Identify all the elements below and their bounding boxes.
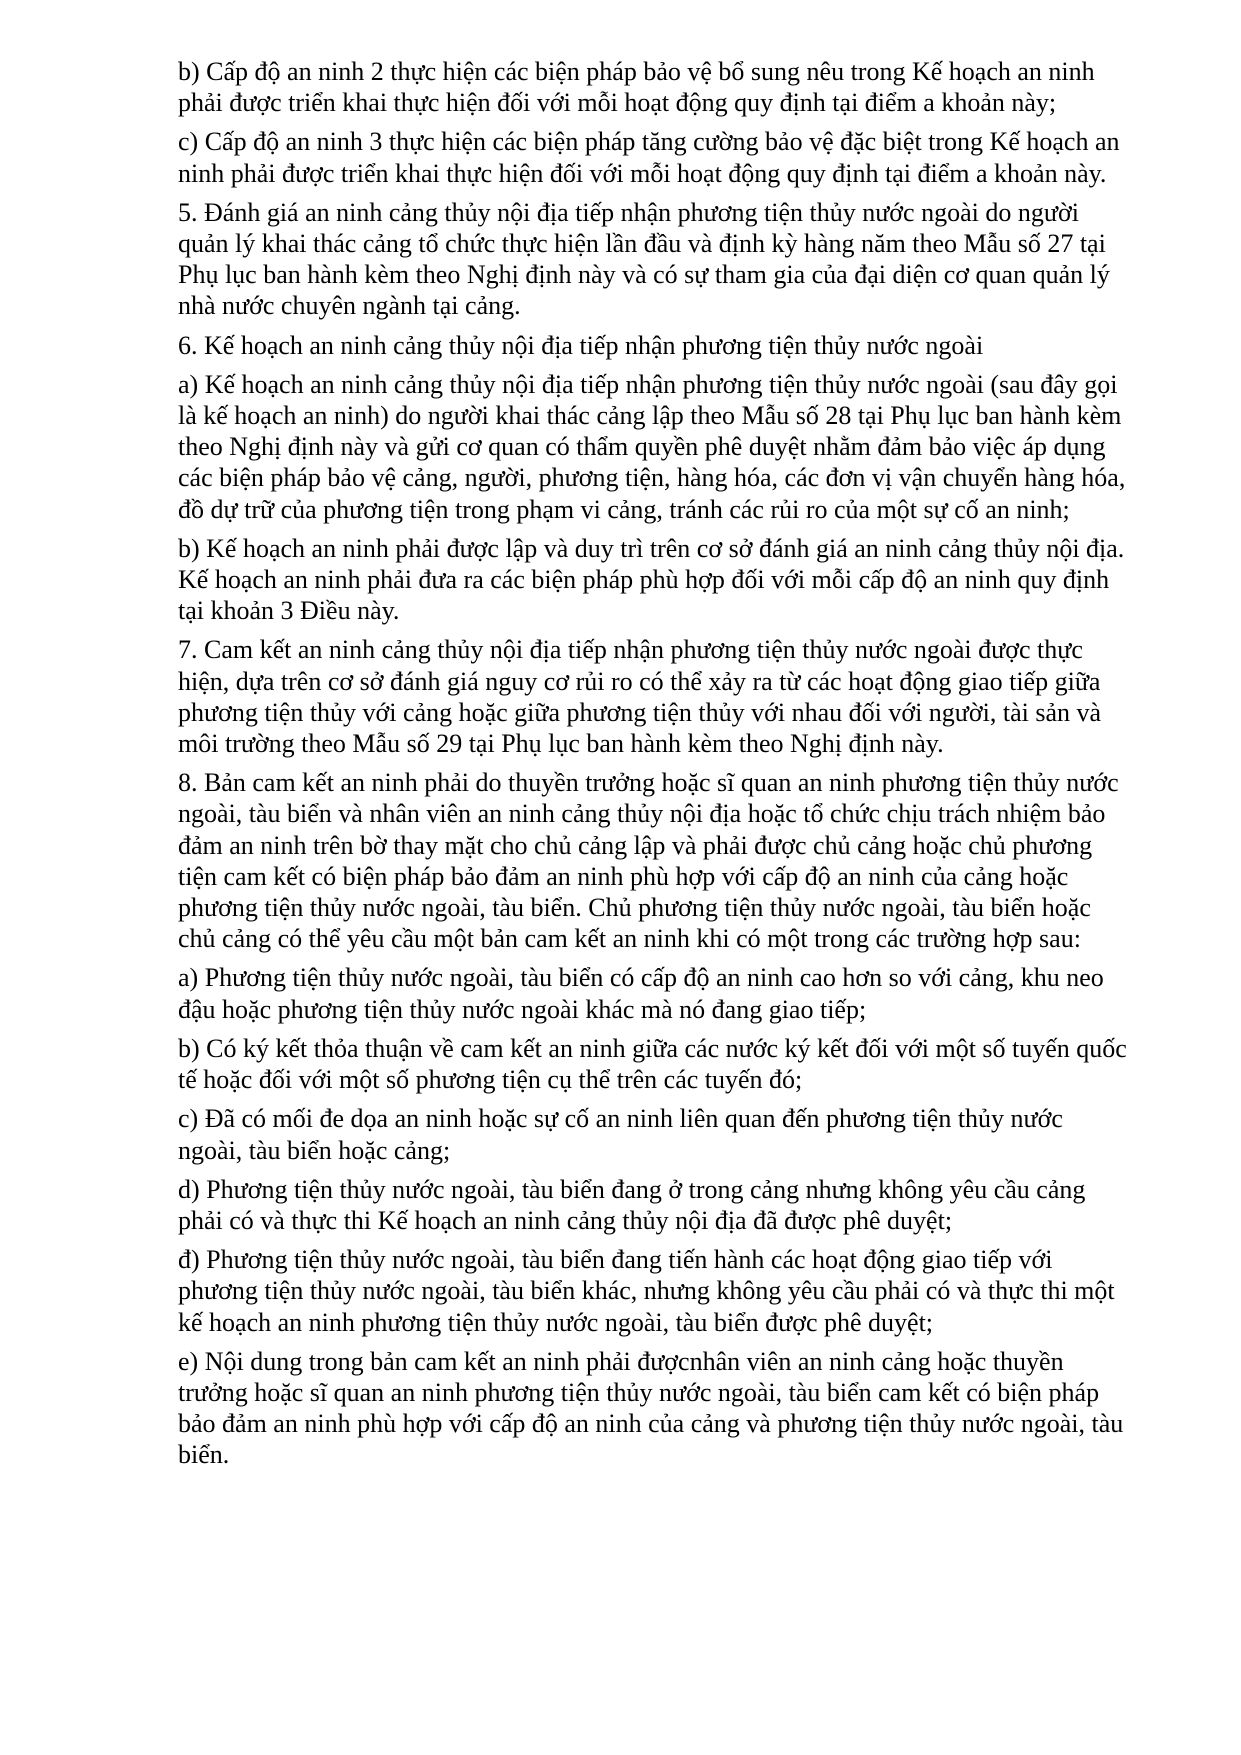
paragraph-8d: d) Phương tiện thủy nước ngoài, tàu biển đang ở trong cảng nhưng không yêu cầu cảng phải có và thực thi Kế hoạch an ninh cảng thủy nội địa đã được phê duyệt; xyxy=(178,1174,1086,1235)
document-body xyxy=(178,56,1130,1479)
paragraph-6a: a) Kế hoạch an ninh cảng thủy nội địa tiếp nhận phương tiện thủy nước ngoài (sau đây gọi là kế hoạch an ninh) do người khai thác cảng lập theo Mẫu số 28 tại Phụ lục ban hành kèm theo Nghị định này và gửi cơ quan có thẩm quyền phê duyệt nhằm đảm bảo việc áp dụng các biện pháp bảo vệ cảng, người, phương tiện, hàng hóa, các đơn vị vận chuyển hàng hóa, đồ dự trữ của phương tiện trong phạm vi cảng, tránh các rủi ro của một sự cố an ninh; xyxy=(178,369,1126,524)
paragraph-8: 8. Bản cam kết an ninh phải do thuyền trưởng hoặc sĩ quan an ninh phương tiện thủy nước ngoài, tàu biển và nhân viên an ninh cảng thủy nội địa hoặc tổ chức chịu trách nhiệm bảo đảm an ninh trên bờ thay mặt cho chủ cảng lập và phải được chủ cảng hoặc chủ phương tiện cam kết có biện pháp bảo đảm an ninh phù hợp với cấp độ an ninh của cảng hoặc phương tiện thủy nước ngoài, tàu biển. Chủ phương tiện thủy nước ngoài, tàu biển hoặc chủ cảng có thể yêu cầu một bản cam kết an ninh khi có một trong các trường hợp sau: xyxy=(178,768,1119,954)
paragraph-6b: b) Kế hoạch an ninh phải được lập và duy trì trên cơ sở đánh giá an ninh cảng thủy nội địa. Kế hoạch an ninh phải đưa ra các biện pháp phù hợp đối với mỗi cấp độ an ninh quy định tại khoản 3 Điều này. xyxy=(178,533,1125,626)
paragraph-5: 5. Đánh giá an ninh cảng thủy nội địa tiếp nhận phương tiện thủy nước ngoài do người quản lý khai thác cảng tổ chức thực hiện lần đầu và định kỳ hàng năm theo Mẫu số 27 tại Phụ lục ban hành kèm theo Nghị định này và có sự tham gia của đại diện cơ quan quản lý nhà nước chuyên ngành tại cảng. xyxy=(178,197,1110,321)
paragraph-7: 7. Cam kết an ninh cảng thủy nội địa tiếp nhận phương tiện thủy nước ngoài được thực hiện, dựa trên cơ sở đánh giá nguy cơ rủi ro có thể xảy ra từ các hoạt động giao tiếp giữa phương tiện thủy với cảng hoặc giữa phương tiện thủy với nhau đối với người, tài sản và môi trường theo Mẫu số 29 tại Phụ lục ban hành kèm theo Nghị định này. xyxy=(178,635,1102,759)
paragraph-8c: c) Đã có mối đe dọa an ninh hoặc sự cố an ninh liên quan đến phương tiện thủy nước ngoài, tàu biển hoặc cảng; xyxy=(178,1104,1063,1165)
paragraph-8b: b) Có ký kết thỏa thuận về cam kết an ninh giữa các nước ký kết đối với một số tuyến quốc tế hoặc đối với một số phương tiện cụ thể trên các tuyến đó; xyxy=(178,1033,1127,1095)
paragraph-4c: c) Cấp độ an ninh 3 thực hiện các biện pháp tăng cường bảo vệ đặc biệt trong Kế hoạch an ninh phải được triển khai thực hiện đối với mỗi hoạt động quy định tại điểm a khoản này. xyxy=(178,127,1120,188)
paragraph-8e: e) Nội dung trong bản cam kết an ninh phải đượcnhân viên an ninh cảng hoặc thuyền trưởng hoặc sĩ quan an ninh phương tiện thủy nước ngoài, tàu biển cam kết có biện pháp bảo đảm an ninh phù hợp với cấp độ an ninh của cảng và phương tiện thủy nước ngoài, tàu biển. xyxy=(178,1346,1124,1470)
paragraph-8dd: đ) Phương tiện thủy nước ngoài, tàu biển đang tiến hành các hoạt động giao tiếp với phương tiện thủy nước ngoài, tàu biển khác, nhưng không yêu cầu phải có và thực thi một kế hoạch an ninh phương tiện thủy nước ngoài, tàu biển được phê duyệt; xyxy=(178,1245,1115,1337)
paragraph-6: 6. Kế hoạch an ninh cảng thủy nội địa tiếp nhận phương tiện thủy nước ngoài xyxy=(178,330,984,360)
paragraph-4b: b) Cấp độ an ninh 2 thực hiện các biện pháp bảo vệ bổ sung nêu trong Kế hoạch an ninh phải được triển khai thực hiện đối với mỗi hoạt động quy định tại điểm a khoản này; xyxy=(178,57,1095,118)
paragraph-8a: a) Phương tiện thủy nước ngoài, tàu biển có cấp độ an ninh cao hơn so với cảng, khu neo đậu hoặc phương tiện thủy nước ngoài khác mà nó đang giao tiếp; xyxy=(178,963,1104,1024)
